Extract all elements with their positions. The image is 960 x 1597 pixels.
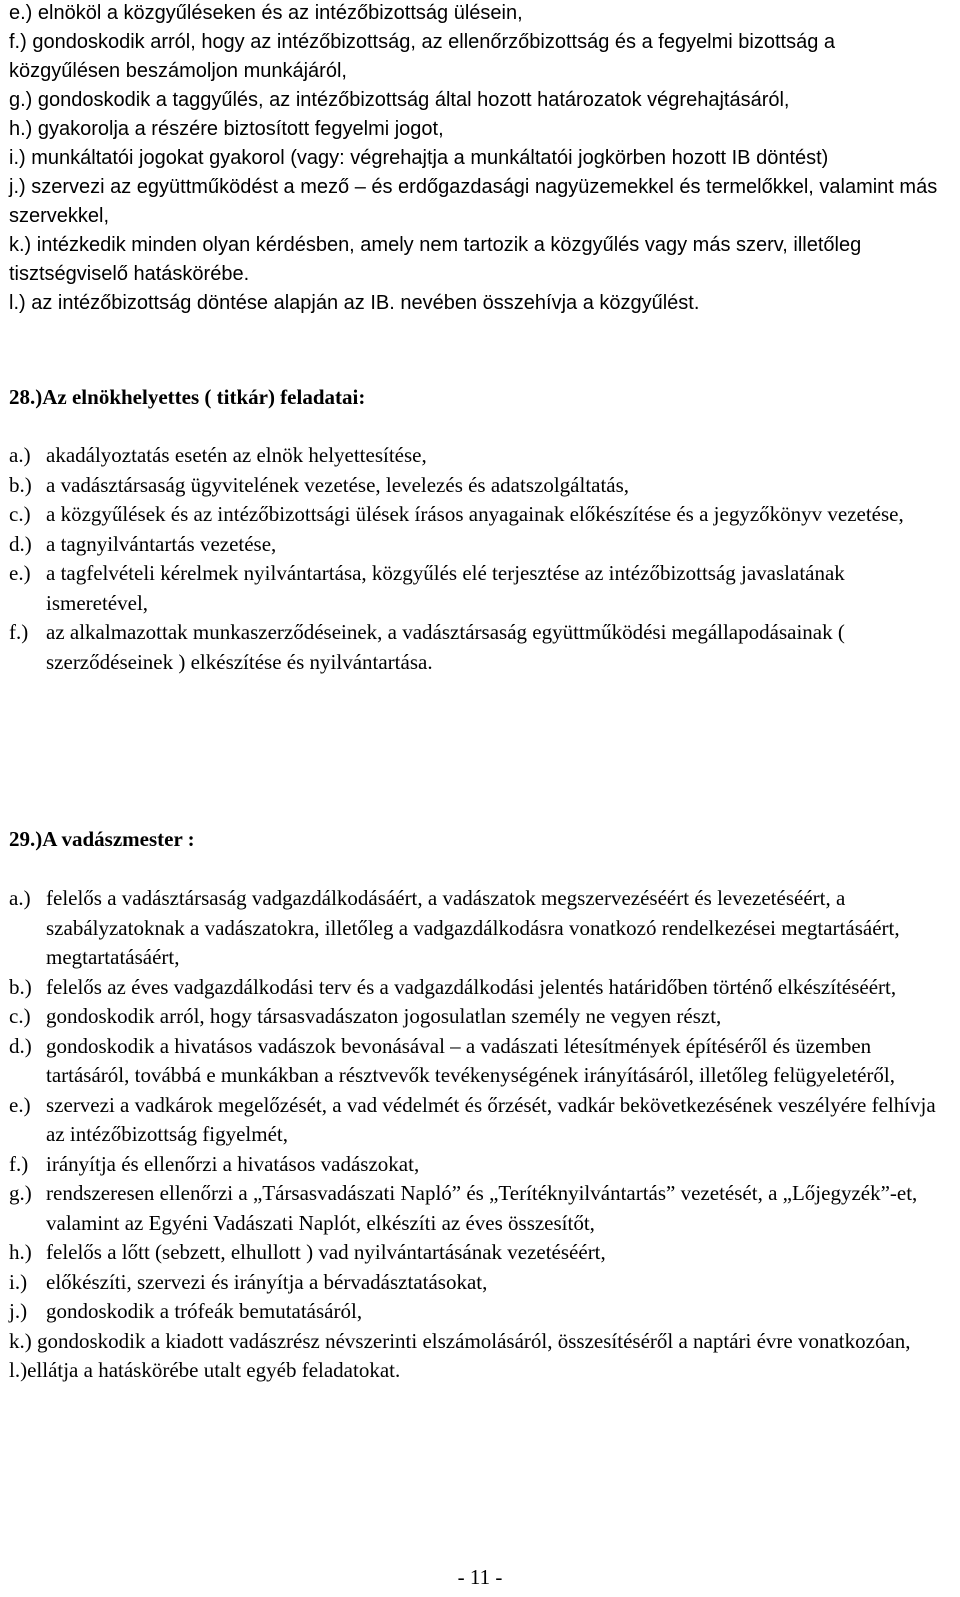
item-label: d.) — [9, 531, 32, 556]
list-item — [9, 1032, 949, 1091]
item-label: i.) — [9, 1269, 28, 1294]
section-27-continued — [9, 0, 949, 318]
paragraph-e: e.) elnököl a közgyűléseken és az intézőbizottság ülésein, — [9, 2, 523, 24]
item-label: c.) — [9, 502, 31, 526]
item-label: f.) — [9, 1151, 29, 1176]
list-item — [9, 1091, 949, 1150]
list-item — [9, 530, 949, 560]
section-29-heading: 29.)A vadászmester : — [9, 827, 195, 851]
item-label: e.) — [9, 561, 31, 585]
list-item — [9, 441, 949, 471]
list-item — [9, 471, 949, 501]
item-text: felelős az éves vadgazdálkodási terv és a vadgazdálkodási jelentés határidőben történő elkészítéséért, — [46, 974, 897, 999]
item-text: gondoskodik arról, hogy társasvadászaton jogosulatlan személy ne vegyen részt, — [46, 1004, 722, 1028]
list-item — [9, 500, 949, 530]
paragraph-k: k.) intézkedik minden olyan kérdésben, amely nem tartozik a közgyűlés vagy más szerv, illetőleg tisztségviselő hatáskörébe. — [9, 234, 862, 285]
item-label: b.) — [9, 472, 32, 497]
paragraph-h: h.) gyakorolja a részére biztosított fegyelmi jogot, — [9, 118, 444, 140]
list-item — [9, 884, 949, 973]
item-text: a közgyűlések és az intézőbizottsági ülések írásos anyagainak előkészítése és a jegyzőkönyv vezetése, — [46, 502, 904, 526]
item-text: gondoskodik a hivatásos vadászok bevonásával – a vadászati létesítmények építéséről és üzemben tartásáról, továbbá e munkákban a résztvevők tevékenységének irányításáról, illetőleg felügyeletéről, — [46, 1033, 895, 1087]
item-text: felelős a vadásztársaság vadgazdálkodásáért, a vadászatok megszervezéséért és levezetéséért, a szabályzatoknak a vadászatokra, illetőleg a vadgazdálkodásra vonatkozó rendelkezései megtartásáért, megtartatásáért, — [46, 886, 900, 969]
list-item — [9, 1238, 949, 1268]
item-text: előkészíti, szervezi és irányítja a bérvadásztatásokat, — [46, 1269, 488, 1294]
item-text: az alkalmazottak munkaszerződéseinek, a vadásztársaság együttműködési megállapodásainak ( szerződéseinek ) elkészítése és nyilvántartása. — [46, 620, 845, 674]
page-number: - 11 - — [457, 1565, 503, 1589]
paragraph-l: l.) az intézőbizottság döntése alapján az IB. nevében összehívja a közgyűlést. — [9, 292, 700, 314]
list-item — [9, 618, 949, 677]
item-label: h.) — [9, 1240, 32, 1264]
item-text: a tagfelvételi kérelmek nyilvántartása, közgyűlés elé terjesztése az intézőbizottság javaslatának ismeretével, — [46, 561, 845, 615]
list-item — [9, 1297, 949, 1327]
section-29-list — [9, 884, 949, 1386]
item-text: akadályoztatás esetén az elnök helyettesítése, — [46, 443, 427, 467]
list-item — [9, 1179, 949, 1238]
list-item-l: l.)ellátja a hatáskörébe utalt egyéb feladatokat. — [9, 1358, 401, 1382]
item-text: felelős a lőtt (sebzett, elhullott ) vad nyilvántartásának vezetéséért, — [46, 1240, 606, 1264]
section-28-list — [9, 441, 949, 677]
item-label: e.) — [9, 1092, 31, 1117]
list-item — [9, 1002, 949, 1032]
item-label: b.) — [9, 974, 32, 999]
item-label: j.) — [9, 1299, 28, 1323]
list-item-k: k.) gondoskodik a kiadott vadászrész névszerinti elszámolásáról, összesítéséről a naptári évre vonatkozóan, — [9, 1328, 911, 1353]
item-label: f.) — [9, 620, 29, 644]
paragraph-f: f.) gondoskodik arról, hogy az intézőbizottság, az ellenőrzőbizottság és a fegyelmi bizottság a közgyűlésen beszámoljon munkájáról, — [9, 31, 836, 82]
item-label: a.) — [9, 443, 31, 467]
item-label: g.) — [9, 1181, 32, 1205]
item-text: gondoskodik a trófeák bemutatásáról, — [46, 1299, 363, 1323]
list-item — [9, 559, 949, 618]
item-label: a.) — [9, 886, 31, 910]
paragraph-i: i.) munkáltatói jogokat gyakorol (vagy: végrehajtja a munkáltatói jogkörben hozott IB döntést) — [9, 147, 829, 169]
list-item — [9, 1268, 949, 1298]
paragraph-g: g.) gondoskodik a taggyűlés, az intézőbizottság által hozott határozatok végrehajtásáról, — [9, 89, 790, 111]
item-text: a vadásztársaság ügyvitelének vezetése, levelezés és adatszolgáltatás, — [46, 472, 630, 497]
list-item — [9, 1150, 949, 1180]
item-text: rendszeresen ellenőrzi a „Társasvadászati Napló” és „Terítéknyilvántartás” vezetését, a „Lőjegyzék”-et, valamint az Egyéni Vadászati Naplót, elkészíti az éves összesítőt, — [46, 1181, 918, 1235]
item-text: irányítja és ellenőrzi a hivatásos vadászokat, — [46, 1151, 420, 1176]
item-text: a tagnyilvántartás vezetése, — [46, 531, 277, 556]
item-text: szervezi a vadkárok megelőzését, a vad védelmét és őrzését, vadkár bekövetkezésének veszélyére felhívja az intézőbizottság figyelmét, — [46, 1092, 936, 1146]
section-28-heading: 28.)Az elnökhelyettes ( titkár) feladatai: — [9, 385, 366, 409]
item-label: d.) — [9, 1033, 32, 1058]
item-label: c.) — [9, 1004, 31, 1028]
paragraph-j: j.) szervezi az együttműködést a mező – és erdőgazdasági nagyüzemekkel és termelőkkel, valamint más szervekkel, — [9, 176, 938, 227]
list-item — [9, 973, 949, 1003]
